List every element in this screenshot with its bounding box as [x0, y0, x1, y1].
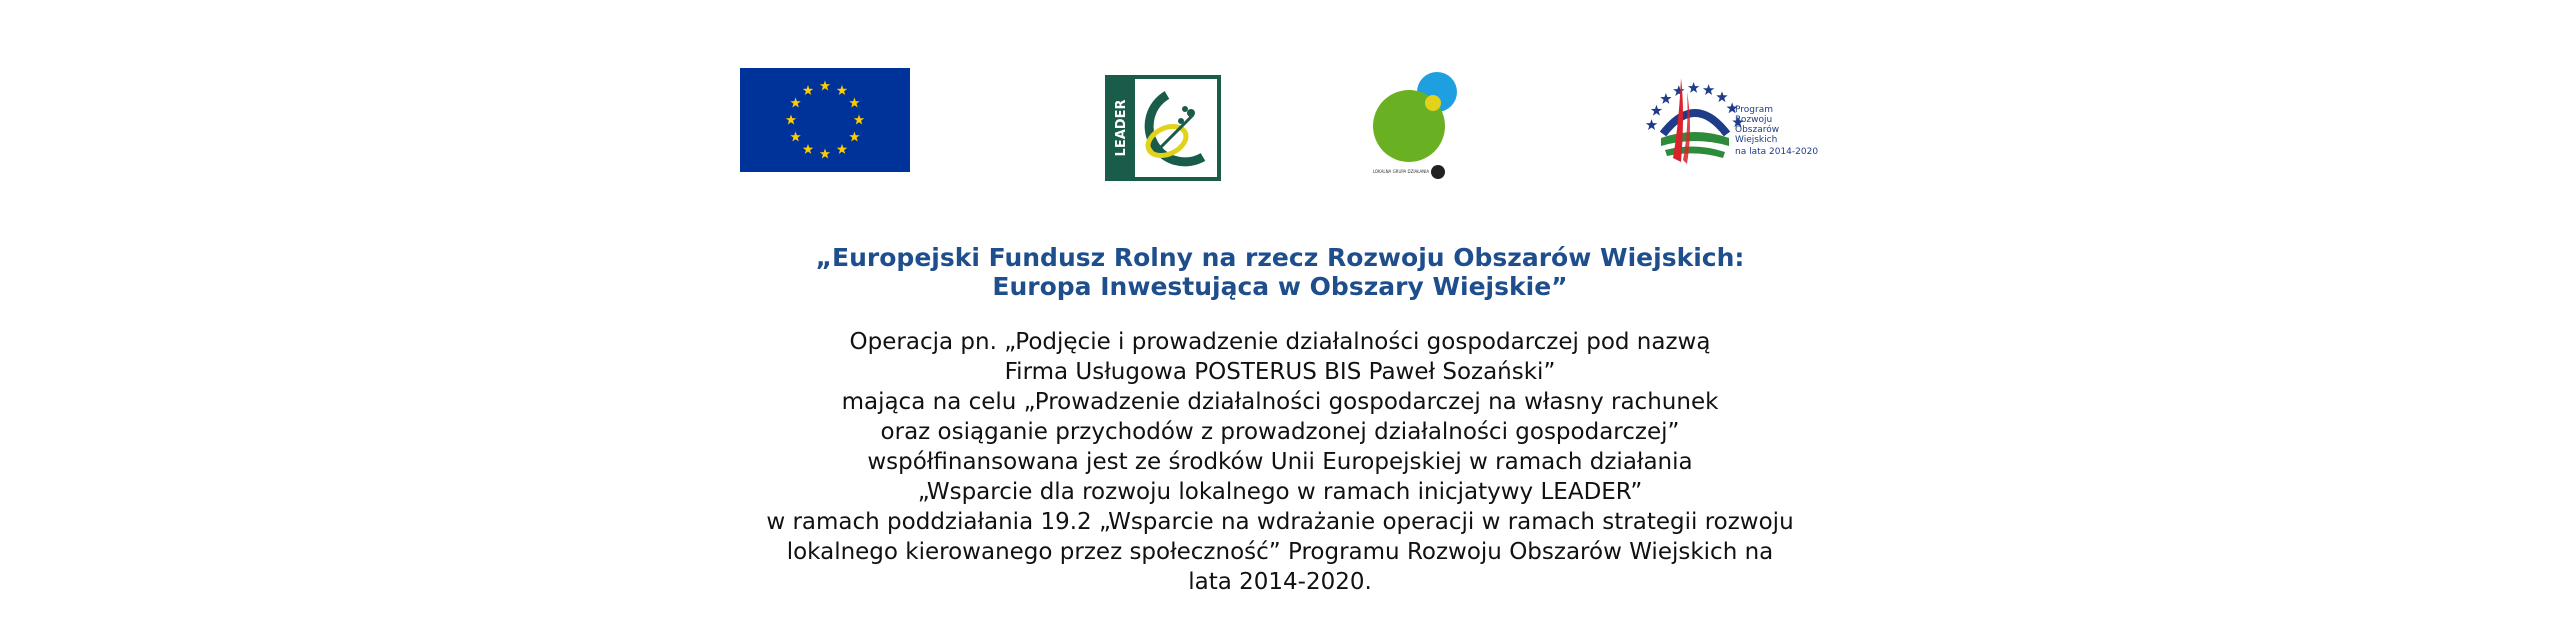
prow-star-icon	[1651, 105, 1662, 116]
prow-line-2: Rozwoju	[1735, 115, 1773, 125]
body-line: Operacja pn. „Podjęcie i prowadzenie działalności gospodarczej pod nazwą	[849, 329, 1711, 355]
svg-text:Program Rozwoju	[1735, 105, 1818, 157]
prow-star-icon	[1703, 84, 1714, 95]
body-line: lokalnego kierowanego przez społeczność” Programu Rozwoju Obszarów Wiejskich na	[786, 539, 1774, 565]
body-line: oraz osiąganie przychodów z prowadzonej działalności gospodarczej”	[880, 419, 1680, 445]
leader-logo-icon	[1105, 75, 1221, 181]
prow-line-3: Obszarów	[1735, 125, 1780, 135]
ks-logo-text: LOKALNA GRUPA DZIAŁANIA	[1372, 169, 1430, 174]
heading-line-1: „Europejski Fundusz Rolny na rzecz Rozwoju Obszarów Wiejskich:	[815, 243, 1745, 272]
logo-row	[0, 0, 2560, 200]
prow-logo-icon	[1635, 72, 1819, 172]
project-heading	[0, 243, 2560, 301]
heading-line-2: Europa Inwestująca w Obszary Wiejskie”	[992, 272, 1568, 301]
prow-line-4: Wiejskich	[1735, 135, 1778, 145]
body-line: mająca na celu „Prowadzenie działalności gospodarczej na własny rachunek	[841, 389, 1719, 415]
body-line: „Wsparcie dla rozwoju lokalnego w ramach inicjatywy LEADER”	[917, 479, 1643, 505]
prow-star-icon	[1646, 119, 1657, 130]
lokalna-grupa-dzialania-logo-icon	[1365, 72, 1465, 184]
body-line: współfinansowana jest ze środków Unii Europejskiej w ramach działania	[867, 449, 1693, 475]
prow-line-5: na lata 2014-2020	[1735, 147, 1819, 157]
prow-line-1: Program	[1735, 105, 1773, 115]
eu-flag-icon	[740, 68, 910, 172]
leader-logo-text: LEADER	[1114, 99, 1129, 157]
prow-star-icon	[1673, 85, 1684, 96]
body-line: Firma Usługowa POSTERUS BIS Paweł Sozański”	[1004, 359, 1556, 385]
operation-description	[0, 327, 2560, 597]
body-line: lata 2014-2020.	[1188, 569, 1372, 595]
body-line: w ramach poddziałania 19.2 „Wsparcie na wdrażanie operacji w ramach strategii rozwoju	[766, 509, 1794, 535]
prow-star-icon	[1688, 82, 1699, 93]
prow-star-icon	[1716, 91, 1727, 102]
prow-star-icon	[1660, 93, 1671, 104]
